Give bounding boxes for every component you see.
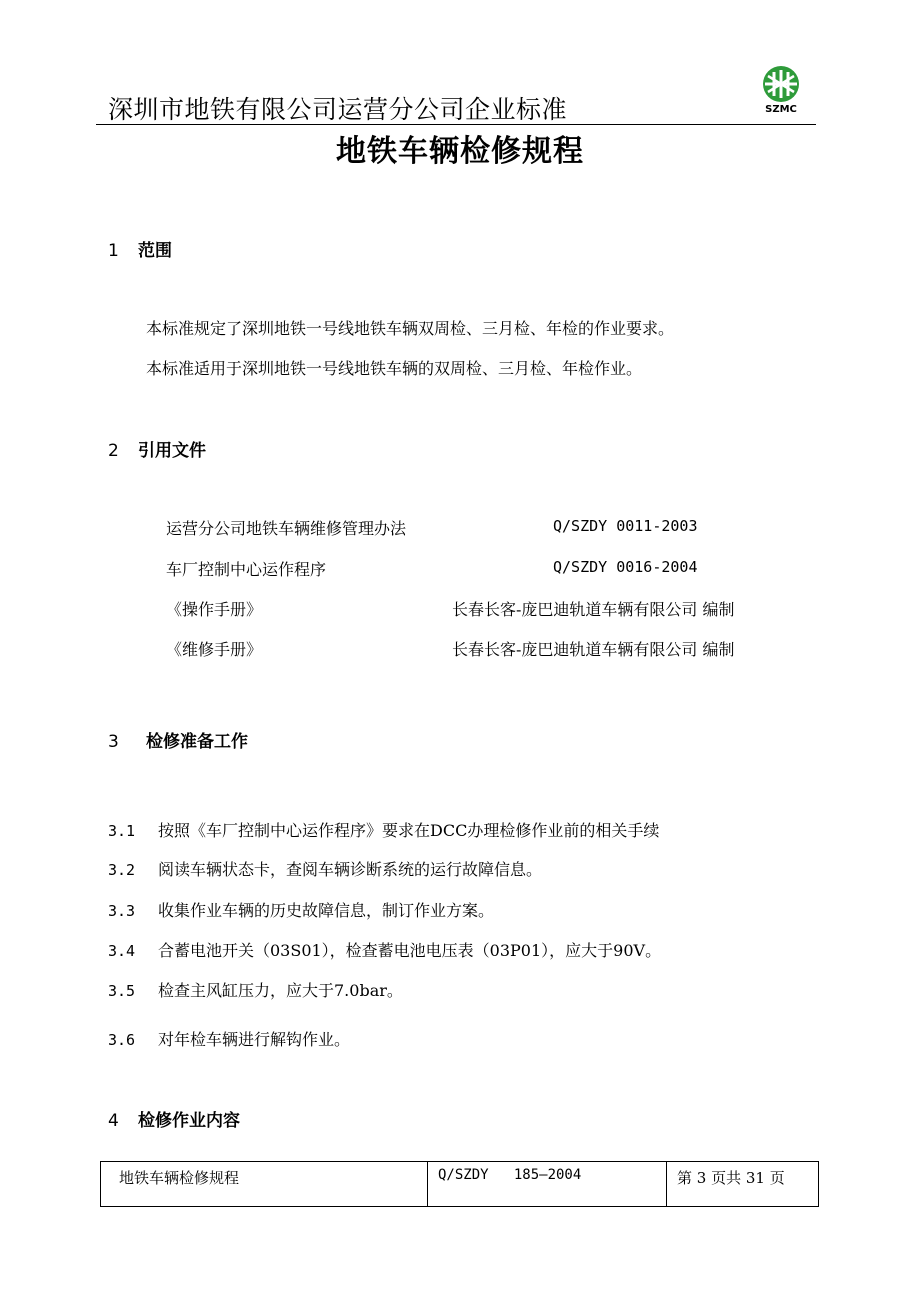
footer-table — [100, 1161, 819, 1207]
section-number: 1 — [108, 241, 119, 261]
section-heading — [108, 727, 248, 752]
list-item — [108, 938, 661, 961]
footer-doc-code: Q/SZDY 185—2004 — [428, 1162, 667, 1206]
section-heading — [108, 236, 172, 261]
org-header-title: 深圳市地铁有限公司运营分公司企业标准 — [108, 95, 568, 124]
item-number: 3.3 — [108, 902, 136, 920]
reference-code: Q/SZDY 0011-2003 — [553, 517, 698, 535]
szmc-logo-icon — [756, 64, 806, 106]
header-rule — [96, 124, 816, 125]
section-title: 范围 — [138, 241, 172, 261]
item-number: 3.1 — [108, 822, 136, 840]
reference-name: 《操作手册》 — [166, 600, 263, 619]
scope-paragraph: 本标准规定了深圳地铁一号线地铁车辆双周检、三月检、年检的作业要求。 — [146, 319, 675, 338]
section-number: 3 — [108, 732, 119, 752]
szmc-logo — [756, 64, 806, 122]
item-text: 对年检车辆进行解钩作业。 — [158, 1030, 351, 1049]
scope-paragraph: 本标准适用于深圳地铁一号线地铁车辆的双周检、三月检、年检作业。 — [146, 359, 643, 378]
section-number: 4 — [108, 1111, 119, 1131]
item-text: 阅读车辆状态卡，查阅车辆诊断系统的运行故障信息。 — [158, 860, 543, 879]
item-text: 收集作业车辆的历史故障信息，制订作业方案。 — [158, 901, 495, 920]
footer-page-info: 第 3 页共 31 页 — [677, 1169, 785, 1187]
reference-name: 运营分公司地铁车辆维修管理办法 — [166, 519, 407, 538]
reference-publisher: 长春长客-庞巴迪轨道车辆有限公司 编制 — [452, 640, 735, 659]
reference-publisher: 长春长客-庞巴迪轨道车辆有限公司 编制 — [452, 600, 735, 619]
item-text: 按照《车厂控制中心运作程序》要求在DCC办理检修作业前的相关手续 — [158, 821, 660, 840]
list-item — [108, 818, 659, 841]
item-text: 检查主风缸压力，应大于7.0bar。 — [158, 981, 403, 1000]
item-number: 3.4 — [108, 942, 136, 960]
list-item — [108, 1027, 350, 1050]
section-title: 检修准备工作 — [146, 732, 248, 752]
item-number: 3.6 — [108, 1031, 136, 1049]
section-title: 检修作业内容 — [138, 1111, 240, 1131]
section-number: 2 — [108, 441, 119, 461]
item-number: 3.2 — [108, 861, 136, 879]
reference-name: 车厂控制中心运作程序 — [166, 560, 327, 579]
footer-doc-name: 地铁车辆检修规程 — [101, 1162, 428, 1206]
list-item — [108, 898, 494, 921]
item-number: 3.5 — [108, 982, 136, 1000]
list-item — [108, 857, 542, 880]
section-heading — [108, 436, 206, 461]
section-heading — [108, 1106, 240, 1131]
list-item — [108, 978, 403, 1001]
logo-text: SZMC — [765, 104, 797, 115]
item-text: 合蓄电池开关（03S01），检查蓄电池电压表（03P01），应大于90V。 — [158, 941, 662, 960]
reference-code: Q/SZDY 0016-2004 — [553, 558, 698, 576]
section-title: 引用文件 — [138, 441, 206, 461]
reference-name: 《维修手册》 — [166, 640, 263, 659]
document-title: 地铁车辆检修规程 — [336, 134, 584, 169]
